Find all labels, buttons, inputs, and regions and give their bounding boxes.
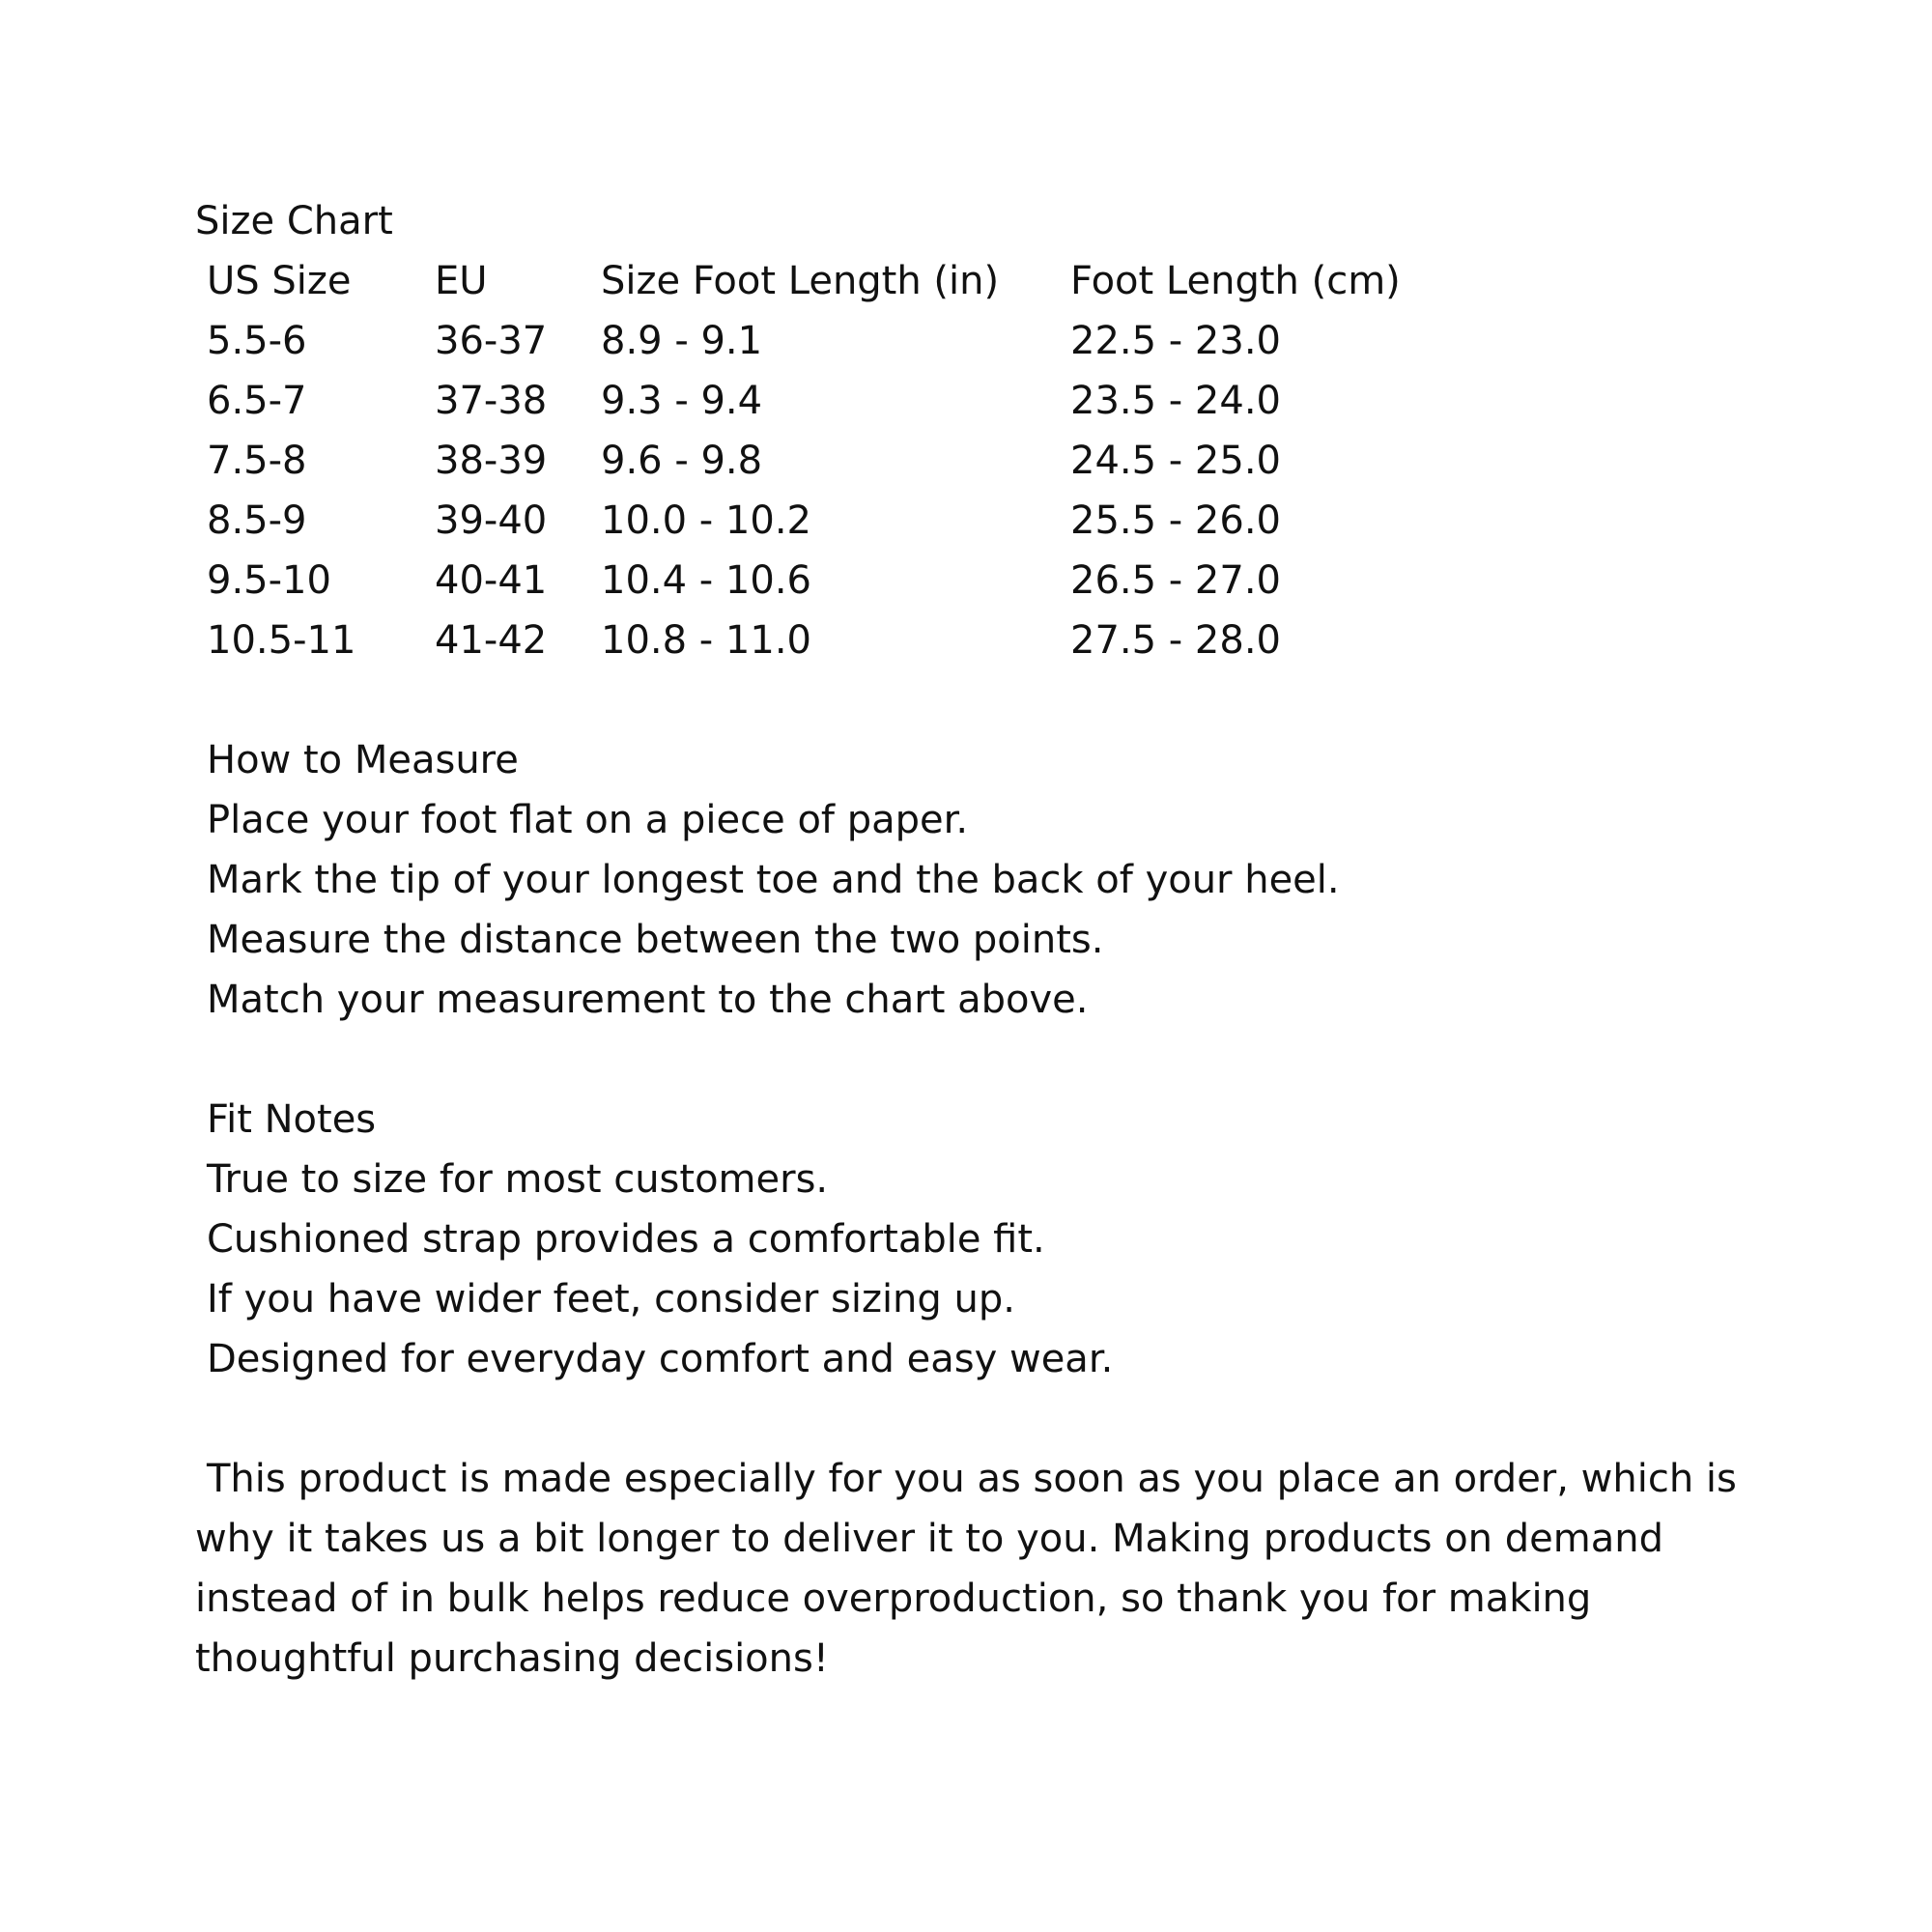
measure-step: Mark the tip of your longest toe and the back of your heel.: [207, 858, 1340, 902]
size-chart-table: [207, 251, 1457, 670]
cell-foot-length-in: 8.9 - 9.1: [601, 319, 763, 363]
fit-note: Designed for everyday comfort and easy wear.: [207, 1337, 1114, 1381]
cell-foot-length-in: 10.4 - 10.6: [601, 558, 811, 603]
how-to-measure-section: [207, 730, 1779, 1030]
cell-eu: 41-42: [435, 618, 548, 663]
table-row: [207, 371, 1457, 431]
cell-foot-length-cm: 24.5 - 25.0: [1070, 439, 1281, 483]
cell-eu: 36-37: [435, 319, 548, 363]
made-to-order-paragraph: This product is made especially for you as soon as you place an order, which is why it takes us a bit longer to deliver it to you. Making products on demand instead of in bulk helps reduce overproduction, so thank you for making thoughtful purchasing decisions!: [195, 1457, 1737, 1681]
cell-foot-length-in: 10.0 - 10.2: [601, 498, 811, 543]
cell-eu: 37-38: [435, 379, 548, 423]
column-header-foot-length-cm: Foot Length (cm): [1070, 259, 1401, 303]
cell-us-size: 7.5-8: [207, 439, 307, 483]
document-page: [195, 191, 1779, 1689]
cell-us-size: 8.5-9: [207, 498, 307, 543]
measure-step: Match your measurement to the chart above.: [207, 978, 1089, 1022]
cell-foot-length-cm: 26.5 - 27.0: [1070, 558, 1281, 603]
cell-foot-length-in: 10.8 - 11.0: [601, 618, 811, 663]
table-row: [207, 551, 1457, 611]
measure-step: Place your foot flat on a piece of paper.: [207, 798, 969, 842]
cell-eu: 39-40: [435, 498, 548, 543]
fit-notes-heading: Fit Notes: [207, 1097, 377, 1142]
cell-eu: 38-39: [435, 439, 548, 483]
cell-us-size: 5.5-6: [207, 319, 307, 363]
cell-foot-length-cm: 22.5 - 23.0: [1070, 319, 1281, 363]
cell-foot-length-in: 9.6 - 9.8: [601, 439, 763, 483]
cell-us-size: 10.5-11: [207, 618, 356, 663]
column-header-eu: EU: [435, 259, 488, 303]
cell-foot-length-in: 9.3 - 9.4: [601, 379, 763, 423]
table-row: [207, 311, 1457, 371]
cell-us-size: 9.5-10: [207, 558, 331, 603]
fit-note: True to size for most customers.: [207, 1157, 829, 1202]
column-header-foot-length-in: Size Foot Length (in): [601, 259, 1000, 303]
how-to-measure-heading: How to Measure: [207, 738, 519, 782]
cell-us-size: 6.5-7: [207, 379, 307, 423]
fit-note: Cushioned strap provides a comfortable fit.: [207, 1217, 1045, 1262]
size-chart-title: Size Chart: [195, 199, 393, 243]
cell-foot-length-cm: 25.5 - 26.0: [1070, 498, 1281, 543]
cell-eu: 40-41: [435, 558, 548, 603]
measure-step: Measure the distance between the two points.: [207, 918, 1104, 962]
cell-foot-length-cm: 27.5 - 28.0: [1070, 618, 1281, 663]
table-row: [207, 611, 1457, 670]
size-chart-header-row: [207, 251, 1457, 311]
cell-foot-length-cm: 23.5 - 24.0: [1070, 379, 1281, 423]
table-row: [207, 491, 1457, 551]
fit-notes-section: [207, 1090, 1779, 1389]
fit-note: If you have wider feet, consider sizing up.: [207, 1277, 1015, 1321]
table-row: [207, 431, 1457, 491]
column-header-us-size: US Size: [207, 259, 352, 303]
